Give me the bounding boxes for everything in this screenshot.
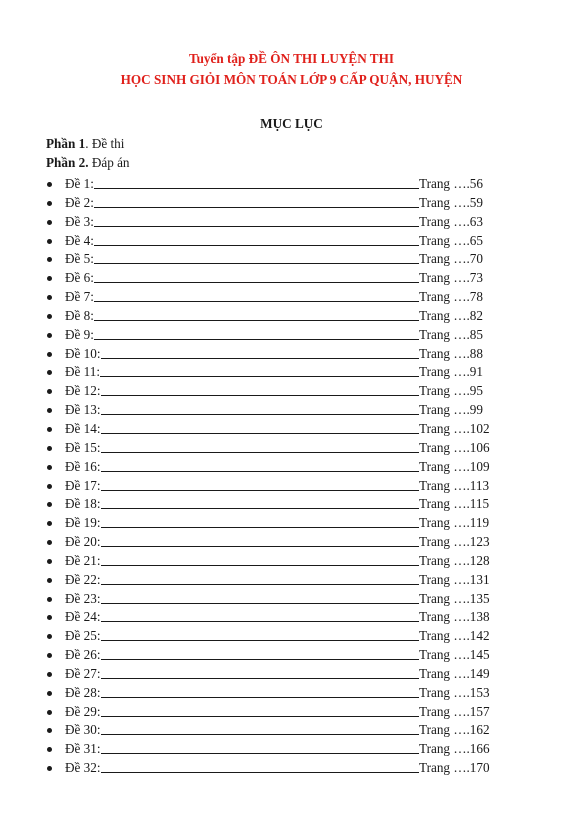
toc-entry-page-ref: Trang ….128 xyxy=(419,552,490,568)
bullet-icon xyxy=(47,728,52,733)
bullet-icon xyxy=(47,276,52,281)
toc-leader-line xyxy=(94,263,419,264)
toc-entry-page-ref: Trang ….102 xyxy=(419,420,490,436)
toc-entry-page-ref: Trang ….106 xyxy=(419,439,490,455)
toc-leader-line xyxy=(94,339,419,340)
toc-leader-line xyxy=(101,697,419,698)
toc-entry-label: Đề 20: xyxy=(65,534,101,550)
toc-entry[interactable] xyxy=(0,703,583,722)
toc-entry-label: Đề 31: xyxy=(65,741,101,757)
bullet-icon xyxy=(47,615,52,620)
toc-entry-label: Đề 25: xyxy=(65,628,101,644)
toc-entry-label: Đề 19: xyxy=(65,515,101,531)
toc-entry[interactable] xyxy=(0,326,583,345)
document-title-line1: Tuyển tập ĐỀ ÔN THI LUYỆN THI xyxy=(189,51,394,66)
toc-leader-line xyxy=(101,414,419,415)
toc-entry-page-ref: Trang ….113 xyxy=(419,477,490,493)
toc-entry-label: Đề 30: xyxy=(65,722,101,738)
toc-entry-page-ref: Trang ….166 xyxy=(419,741,490,757)
bullet-icon xyxy=(47,747,52,752)
bullet-icon xyxy=(47,427,52,432)
toc-entry-label: Đề 16: xyxy=(65,458,101,474)
bullet-icon xyxy=(47,257,52,262)
toc-entry-page-ref: Trang ….63 xyxy=(419,213,483,229)
toc-leader-line xyxy=(101,358,419,359)
toc-entry[interactable] xyxy=(0,495,583,514)
bullet-icon xyxy=(47,201,52,206)
bullet-icon xyxy=(47,578,52,583)
toc-entry[interactable] xyxy=(0,307,583,326)
toc-entry-label: Đề 21: xyxy=(65,552,101,568)
toc-part-2-label: Phần 2. xyxy=(46,155,89,170)
bullet-icon xyxy=(47,672,52,677)
bullet-icon xyxy=(47,710,52,715)
toc-entry-page-ref: Trang ….142 xyxy=(419,628,490,644)
toc-part-1 xyxy=(46,136,124,152)
toc-entry-label: Đề 4: xyxy=(65,232,94,248)
toc-entry-page-ref: Trang ….99 xyxy=(419,402,483,418)
toc-entry-label: Đề 29: xyxy=(65,703,101,719)
toc-leader-line xyxy=(94,245,419,246)
toc-entry[interactable] xyxy=(0,759,583,778)
bullet-icon xyxy=(47,653,52,658)
toc-entry[interactable] xyxy=(0,382,583,401)
toc-entry[interactable] xyxy=(0,627,583,646)
bullet-icon xyxy=(47,521,52,526)
toc-entry-page-ref: Trang ….95 xyxy=(419,383,483,399)
toc-entry[interactable] xyxy=(0,363,583,382)
toc-entry-page-ref: Trang ….153 xyxy=(419,684,490,700)
toc-entry[interactable] xyxy=(0,250,583,269)
toc-entry[interactable] xyxy=(0,684,583,703)
toc-leader-line xyxy=(94,320,419,321)
toc-entry-page-ref: Trang ….123 xyxy=(419,534,490,550)
toc-entry-page-ref: Trang ….56 xyxy=(419,176,483,191)
toc-entry-page-ref: Trang ….149 xyxy=(419,665,490,681)
toc-entry[interactable] xyxy=(0,232,583,251)
bullet-icon xyxy=(47,239,52,244)
toc-leader-line xyxy=(101,753,419,754)
toc-leader-line xyxy=(94,226,419,227)
toc-entry-label: Đề 2: xyxy=(65,194,94,210)
toc-leader-line xyxy=(101,716,419,717)
bullet-icon xyxy=(47,182,52,187)
toc-entry-page-ref: Trang ….73 xyxy=(419,270,483,286)
bullet-icon xyxy=(47,220,52,225)
toc-part-1-text: . Đề thi xyxy=(85,136,125,151)
toc-entry-label: Đề 6: xyxy=(65,270,94,286)
toc-entry-page-ref: Trang ….115 xyxy=(419,496,490,512)
bullet-icon xyxy=(47,540,52,545)
toc-entry[interactable] xyxy=(0,608,583,627)
toc-entry-page-ref: Trang ….82 xyxy=(419,307,483,323)
bullet-icon xyxy=(47,691,52,696)
toc-entry-label: Đề 18: xyxy=(65,496,101,512)
toc-leader-line xyxy=(101,490,419,491)
toc-leader-line xyxy=(101,565,419,566)
toc-entry-page-ref: Trang ….157 xyxy=(419,703,490,719)
bullet-icon xyxy=(47,408,52,413)
toc-entry[interactable] xyxy=(0,721,583,740)
document-title-line2: HỌC SINH GIỎI MÔN TOÁN LỚP 9 CẤP QUẬN, HUYỆN xyxy=(120,72,463,87)
bullet-icon xyxy=(47,502,52,507)
toc-entry[interactable] xyxy=(0,269,583,288)
toc-leader-line xyxy=(101,772,419,773)
toc-entry[interactable] xyxy=(0,420,583,439)
toc-part-2 xyxy=(46,155,130,171)
bullet-icon xyxy=(47,766,52,771)
toc-entry-page-ref: Trang ….78 xyxy=(419,289,483,305)
bullet-icon xyxy=(47,389,52,394)
toc-entry-page-ref: Trang ….162 xyxy=(419,722,490,738)
toc-leader-line xyxy=(101,603,419,604)
toc-entry-label: Đề 17: xyxy=(65,477,101,493)
toc-leader-line xyxy=(101,471,419,472)
bullet-icon xyxy=(47,559,52,564)
toc-leader-line xyxy=(94,188,419,189)
toc-entry-label: Đề 28: xyxy=(65,684,101,700)
toc-leader-line xyxy=(94,301,419,302)
toc-entry[interactable] xyxy=(0,740,583,759)
toc-entry[interactable] xyxy=(0,533,583,552)
toc-leader-line xyxy=(101,621,419,622)
toc-entry-page-ref: Trang ….70 xyxy=(419,251,483,267)
toc-entry-page-ref: Trang ….59 xyxy=(419,194,483,210)
bullet-icon xyxy=(47,634,52,639)
toc-entry[interactable] xyxy=(0,552,583,571)
bullet-icon xyxy=(47,370,52,375)
toc-entry-label: Đề 22: xyxy=(65,571,101,587)
toc-entry-page-ref: Trang ….135 xyxy=(419,590,490,606)
toc-entry[interactable] xyxy=(0,213,583,232)
toc-entry-page-ref: Trang ….65 xyxy=(419,232,483,248)
toc-entry[interactable] xyxy=(0,477,583,496)
toc-entry-label: Đề 32: xyxy=(65,760,101,776)
toc-entry[interactable] xyxy=(0,288,583,307)
toc-leader-line xyxy=(101,640,419,641)
toc-heading: MỤC LỤC xyxy=(260,116,323,131)
bullet-icon xyxy=(47,295,52,300)
toc-entry-label: Đề 27: xyxy=(65,665,101,681)
toc-entry-label: Đề 23: xyxy=(65,590,101,606)
toc-entry[interactable] xyxy=(0,646,583,665)
toc-entry-page-ref: Trang ….85 xyxy=(419,326,483,342)
toc-entry-label: Đề 1: xyxy=(65,176,94,191)
toc-entry-label: Đề 26: xyxy=(65,647,101,663)
toc-entry-page-ref: Trang ….145 xyxy=(419,647,490,663)
toc-part-1-label: Phần 1 xyxy=(46,136,86,151)
toc-leader-line xyxy=(101,452,419,453)
toc-entry[interactable] xyxy=(0,514,583,533)
toc-entry-label: Đề 14: xyxy=(65,420,101,436)
toc-entry-page-ref: Trang ….138 xyxy=(419,609,490,625)
toc-part-2-text: Đáp án xyxy=(88,155,130,170)
toc-leader-line xyxy=(94,207,419,208)
toc-leader-line xyxy=(101,584,419,585)
toc-entry-label: Đề 5: xyxy=(65,251,94,267)
toc-entry-label: Đề 15: xyxy=(65,439,101,455)
toc-leader-line xyxy=(94,282,419,283)
toc-entry[interactable] xyxy=(0,401,583,420)
toc-leader-line xyxy=(101,433,419,434)
toc-entry-label: Đề 13: xyxy=(65,402,101,418)
toc-leader-line xyxy=(101,678,419,679)
bullet-icon xyxy=(47,333,52,338)
toc-leader-line xyxy=(100,376,419,377)
toc-entry-label: Đề 10: xyxy=(65,345,101,361)
toc-leader-line xyxy=(101,508,419,509)
toc-entry-label: Đề 9: xyxy=(65,326,94,342)
toc-leader-line xyxy=(101,527,419,528)
toc-entry[interactable] xyxy=(0,590,583,609)
toc-entry-label: Đề 24: xyxy=(65,609,101,625)
toc-entry-label: Đề 11: xyxy=(65,364,101,380)
toc-entry-page-ref: Trang ….131 xyxy=(419,571,490,587)
toc-leader-line xyxy=(101,734,419,735)
bullet-icon xyxy=(47,597,52,602)
toc-entry-page-ref: Trang ….119 xyxy=(419,515,490,531)
bullet-icon xyxy=(47,314,52,319)
toc-list xyxy=(0,175,583,778)
toc-entry[interactable] xyxy=(0,665,583,684)
bullet-icon xyxy=(47,352,52,357)
bullet-icon xyxy=(47,484,52,489)
toc-entry[interactable] xyxy=(0,345,583,364)
toc-entry-label: Đề 8: xyxy=(65,307,94,323)
toc-leader-line xyxy=(101,395,419,396)
toc-entry[interactable] xyxy=(0,439,583,458)
toc-entry-page-ref: Trang ….91 xyxy=(419,364,483,380)
toc-entry[interactable] xyxy=(0,175,583,194)
toc-entry[interactable] xyxy=(0,194,583,213)
toc-entry-page-ref: Trang ….88 xyxy=(419,345,483,361)
toc-entry-page-ref: Trang ….109 xyxy=(419,458,490,474)
toc-entry[interactable] xyxy=(0,571,583,590)
bullet-icon xyxy=(47,465,52,470)
toc-entry-page-ref: Trang ….170 xyxy=(419,760,490,776)
toc-leader-line xyxy=(101,659,419,660)
toc-entry-label: Đề 3: xyxy=(65,213,94,229)
toc-entry[interactable] xyxy=(0,458,583,477)
toc-entry-label: Đề 7: xyxy=(65,289,94,305)
bullet-icon xyxy=(47,446,52,451)
toc-entry-label: Đề 12: xyxy=(65,383,101,399)
toc-leader-line xyxy=(101,546,419,547)
